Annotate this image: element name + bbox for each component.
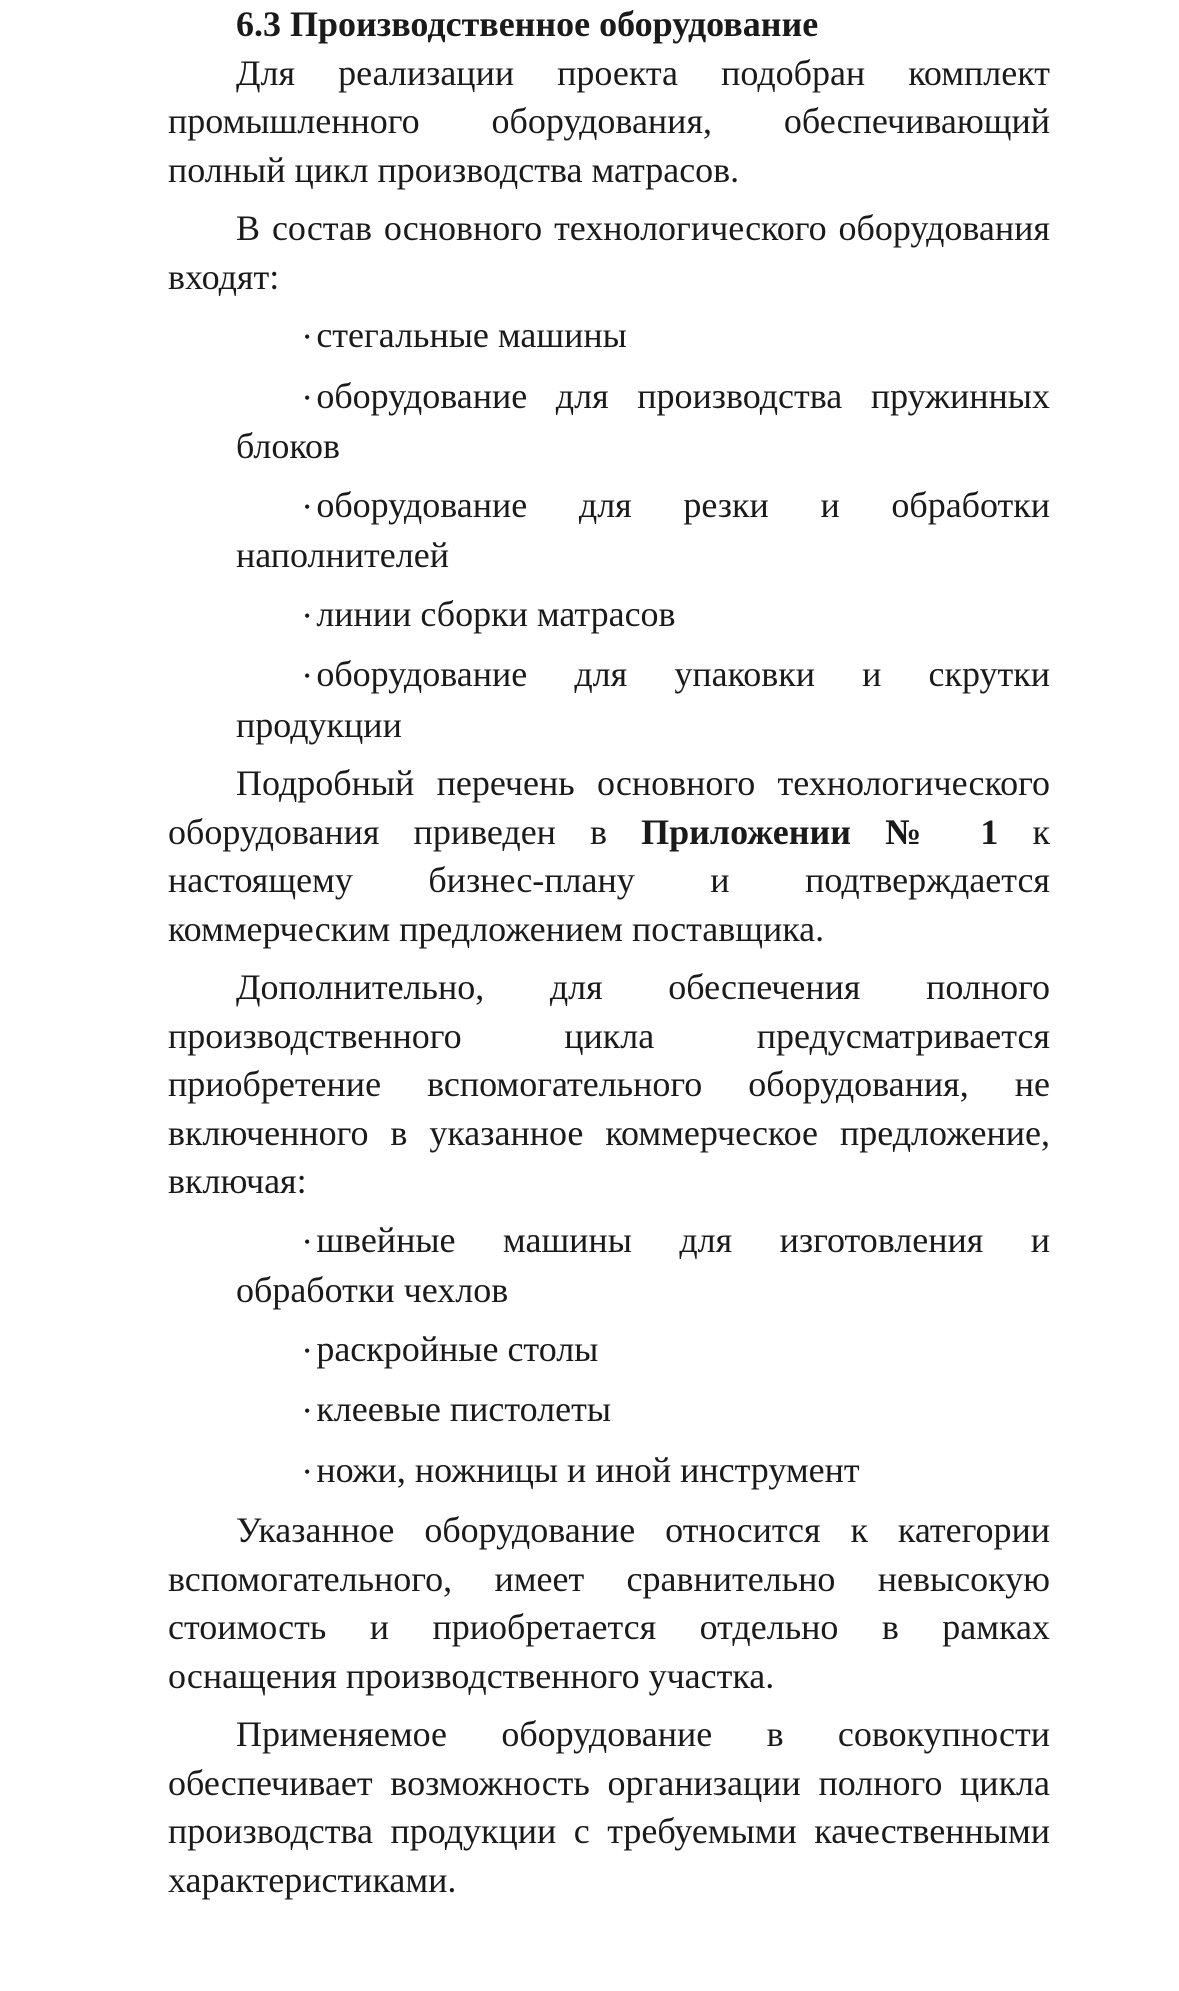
list-item (236, 372, 1050, 471)
bullet-icon: • (304, 1401, 311, 1421)
bullet-icon: • (304, 666, 311, 686)
bullet-icon: • (304, 1340, 311, 1361)
bullet-icon: • (304, 1461, 311, 1482)
list-item-text: швейные машины для изготовления и обработки чехлов (236, 1219, 1050, 1310)
paragraph-appendix-reference (168, 759, 1050, 953)
bullet-icon: • (304, 496, 311, 517)
list-item (236, 481, 1050, 580)
main-equipment-list (168, 311, 1050, 749)
list-item-text: оборудование для упаковки и скрутки продукции (236, 654, 1050, 745)
paragraph-auxiliary-lead: Дополнительно, для обеспечения полного производственного цикла предусматривается приобретение вспомогательного оборудования, не включенного в указанное коммерческое предложение, включая: (168, 967, 1050, 1201)
appendix-text-after: к настоящему бизнес-плану и подтверждается коммерческим предложением поставщика. (168, 811, 1050, 949)
appendix-text-before: Подробный перечень основного технологического оборудования приведен в (168, 763, 1050, 852)
appendix-reference: Приложении № 1 (641, 811, 999, 852)
list-item (236, 1216, 1050, 1315)
list-item (236, 650, 1050, 749)
list-item-text: ножи, ножницы и иной инструмент (316, 1449, 860, 1490)
list-item (236, 590, 1050, 641)
paragraph-main-equipment-lead: В состав основного технологического оборудования входят: (168, 208, 1050, 297)
bullet-icon: • (304, 327, 311, 347)
bullet-icon: • (304, 1231, 311, 1252)
list-item-text: линии сборки матрасов (316, 593, 676, 634)
list-item-text: оборудование для производства пружинных блоков (236, 375, 1050, 466)
list-item-text: стегальные машины (316, 315, 627, 355)
auxiliary-equipment-list (168, 1216, 1050, 1497)
list-item-text: клеевые пистолеты (316, 1389, 612, 1429)
paragraph-auxiliary-note: Указанное оборудование относится к категории вспомогательного, имеет сравнительно невысокую стоимость и приобретается отдельно в рамках оснащения производственного участка. (168, 1510, 1050, 1696)
paragraph-intro: Для реализации проекта подобран комплект промышленного оборудования, обеспечивающий полный цикл производства матрасов. (168, 52, 1050, 190)
list-item (236, 1385, 1050, 1436)
bullet-icon: • (304, 387, 311, 408)
bullet-icon: • (304, 605, 311, 626)
list-item (236, 311, 1050, 362)
section-heading: 6.3 Производственное оборудование (236, 4, 819, 44)
document-page (168, 0, 1050, 1904)
list-item-text: оборудование для резки и обработки наполнителей (236, 484, 1050, 575)
list-item (236, 1446, 1050, 1497)
list-item-text: раскройные столы (316, 1328, 599, 1369)
paragraph-conclusion: Применяемое оборудование в совокупности обеспечивает возможность организации полного цикла производства продукции с требуемыми качественными характеристиками. (168, 1714, 1050, 1900)
list-item (236, 1325, 1050, 1376)
